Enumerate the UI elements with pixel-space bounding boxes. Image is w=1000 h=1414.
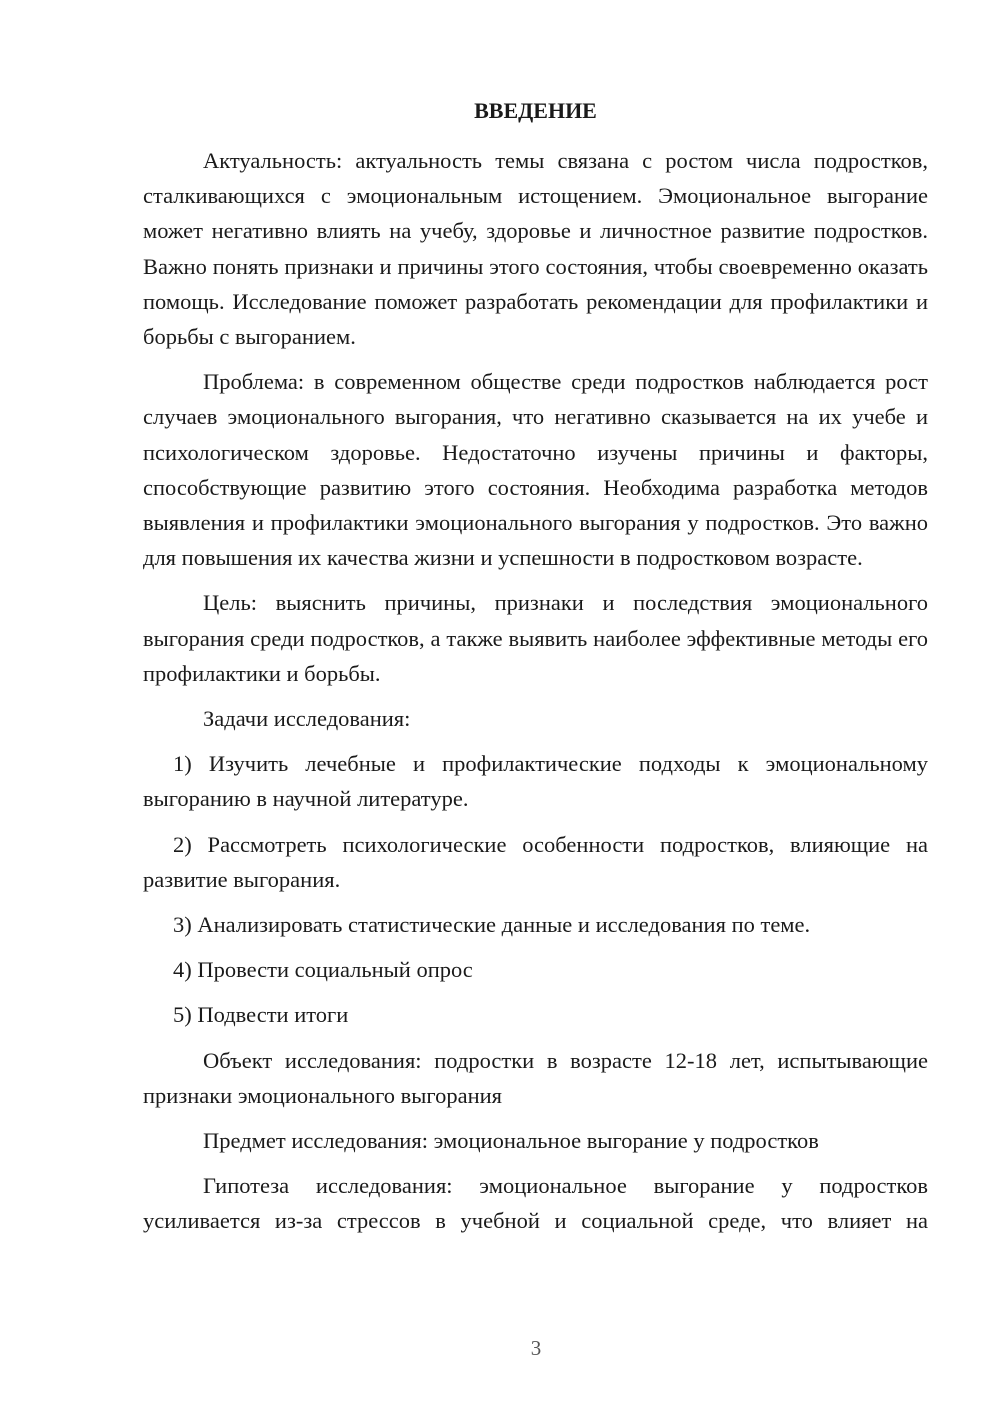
task-item-1: 1) Изучить лечебные и профилактические подходы к эмоциональному выгоранию в научной литературе. xyxy=(143,751,928,812)
paragraph-tasks-heading: Задачи исследования: xyxy=(203,706,411,732)
paragraph-relevance: Актуальность: актуальность темы связана с ростом числа подростков, сталкивающихся с эмоциональным истощением. Эмоциональное выгорание может негативно влиять на учебу, здоровье и личностное развитие подростков. Важно понять признаки и причины этого состояния, чтобы своевременно оказать помощь. Исследование поможет разработать рекомендации для профилактики и борьбы с выгоранием. xyxy=(143,148,928,350)
task-item-4: 4) Провести социальный опрос xyxy=(173,957,473,983)
paragraph-object: Объект исследования: подростки в возрасте 12-18 лет, испытывающие признаки эмоционального выгорания xyxy=(143,1047,928,1108)
paragraph-goal: Цель: выяснить причины, признаки и последствия эмоционального выгорания среди подростков, а также выявить наиболее эффективные методы его профилактики и борьбы. xyxy=(143,590,928,686)
paragraph-problem: Проблема: в современном обществе среди подростков наблюдается рост случаев эмоционального выгорания, что негативно сказывается на их учебе и психологическом здоровье. Недостаточно изучены причины и факторы, способствующие развитию этого состояния. Необходима разработка методов выявления и профилактики эмоционального выгорания у подростков. Это важно для повышения их качества жизни и успешности в подростковом возрасте. xyxy=(143,369,928,571)
task-item-5: 5) Подвести итоги xyxy=(173,1002,349,1028)
task-item-3: 3) Анализировать статистические данные и исследования по теме. xyxy=(173,912,811,938)
page-number: 3 xyxy=(530,1336,542,1360)
paragraph-subject: Предмет исследования: эмоциональное выгорание у подростков xyxy=(203,1128,819,1154)
document-body xyxy=(143,143,928,1249)
paragraph-hypothesis: Гипотеза исследования: эмоциональное выгорание у подростков усиливается из-за стрессов в учебной и социальной среде, что влияет на xyxy=(143,1173,928,1234)
task-item-2: 2) Рассмотреть психологические особенности подростков, влияющие на развитие выгорания. xyxy=(143,831,928,892)
page-title: ВВЕДЕНИЕ xyxy=(474,98,597,123)
